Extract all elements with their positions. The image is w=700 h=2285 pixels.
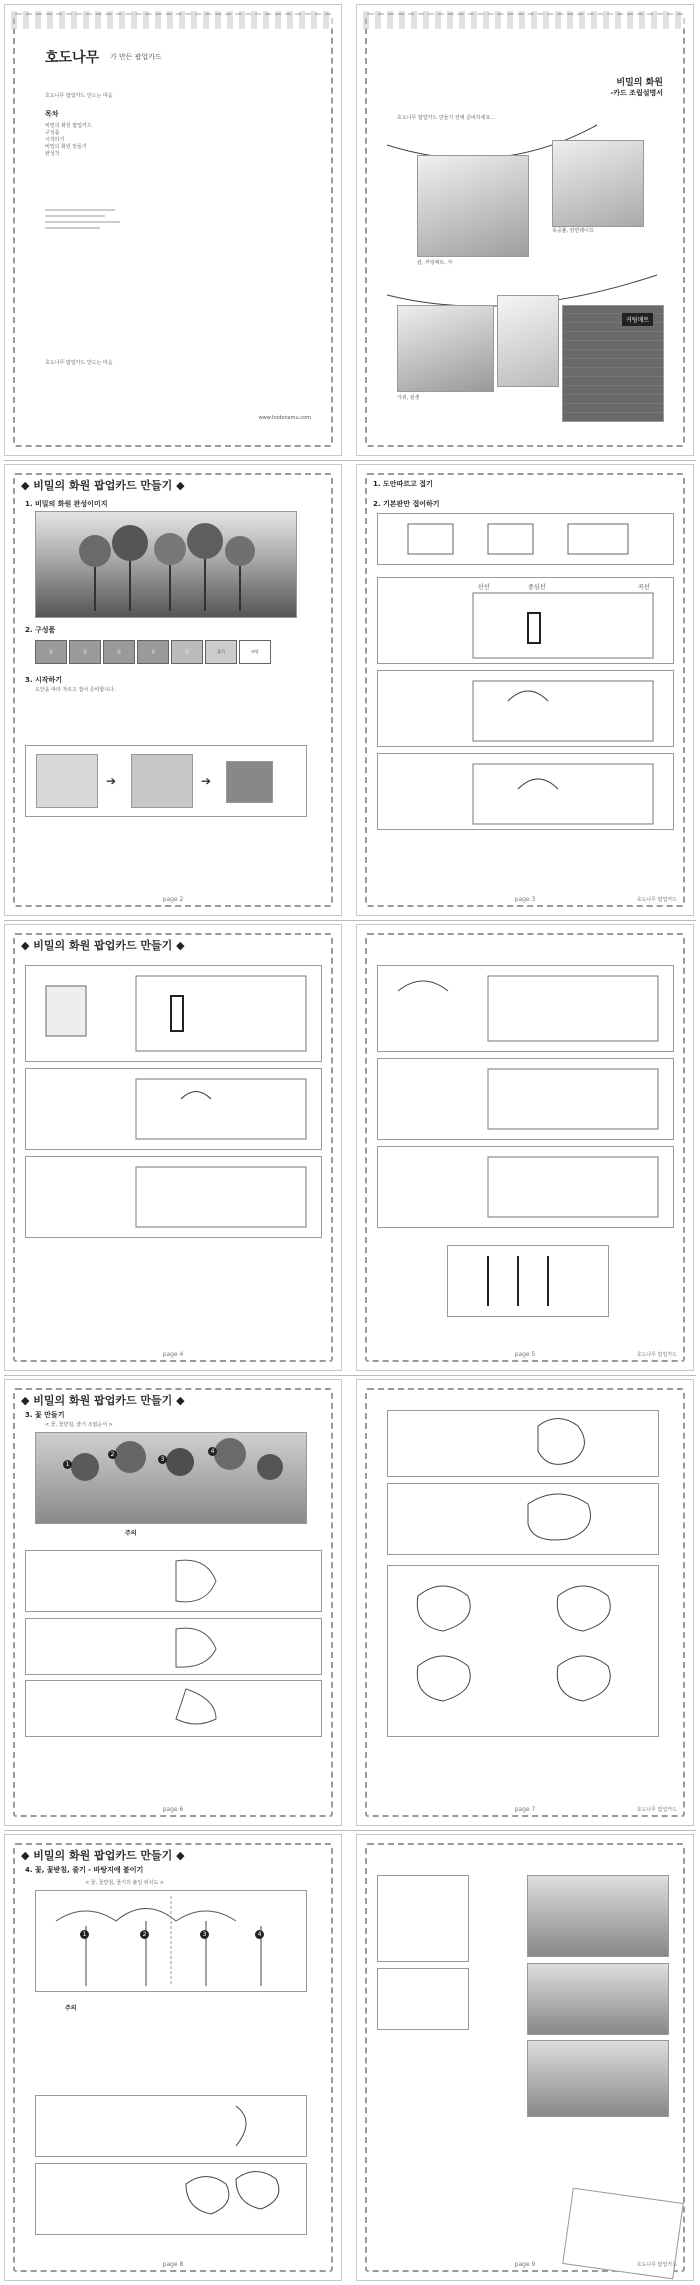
page-3-section-2: 2. 기본판만 접어하기: [373, 500, 440, 508]
page-8-footer: page 8: [162, 2261, 184, 2268]
step-box: [25, 965, 322, 1062]
swatch: 꽃: [35, 640, 67, 664]
scissors-photo: [397, 305, 494, 392]
brand-mark: 호도나무 팝업카드: [636, 1807, 677, 1813]
note-box: [35, 2095, 307, 2157]
number-badge: 1: [80, 1930, 89, 1939]
swatch: 꽃: [69, 640, 101, 664]
step-box: [387, 1410, 659, 1477]
step-box: [25, 1068, 322, 1150]
number-badge: 1: [63, 1460, 72, 1469]
cover-site: www.hodonamu.com: [258, 415, 311, 421]
number-badge: 3: [158, 1455, 167, 1464]
swatch: 꽃: [103, 640, 135, 664]
page-7-footer: page 7: [514, 1806, 536, 1813]
spread-2: [4, 460, 696, 921]
cover-text-lines: [45, 205, 125, 233]
number-badge: 2: [140, 1930, 149, 1939]
page-2-footer: page 2: [162, 896, 184, 903]
intro-title-line2: -카드 조립설명서: [610, 89, 663, 97]
tools-caption: 칼, 커팅매트, 자: [417, 260, 453, 266]
number-badge: 4: [255, 1930, 264, 1939]
tape-photo: [552, 140, 644, 227]
position-diagram: [35, 1890, 307, 1992]
toc-item[interactable]: 비밀의 화원 만들기: [45, 144, 87, 150]
step-box: [25, 1156, 322, 1238]
toc-heading: 목차: [45, 110, 59, 118]
intro-title-line1: 비밀의 화원: [616, 78, 663, 88]
page-8: [4, 1834, 342, 2281]
photo-caption: < 꽃, 꽃받침, 줄기 조립순서 >: [45, 1422, 113, 1428]
page-5-footer: page 5: [514, 1351, 536, 1358]
page-6-footer: page 6: [162, 1806, 184, 1813]
step-box: [25, 1550, 322, 1612]
cover-logo-tagline: 가 만든 팝업카드: [110, 53, 162, 61]
brand-mark: 호도나무 팝업카드: [636, 2262, 677, 2268]
page-3-footer: page 3: [514, 896, 536, 903]
cover-page: [4, 4, 342, 456]
step-box: [377, 1146, 674, 1228]
cutting-mat-tag: 커팅매트: [622, 313, 653, 326]
tools-photo: [417, 155, 529, 257]
intro-arc-text: 호도나무 팝업카드 만들기 전에 준비하세요...: [397, 115, 496, 121]
page-6-section: 3. 꽃 만들기: [25, 1411, 65, 1419]
page-2: [4, 464, 342, 916]
toc-item[interactable]: 비밀의 화원 팝업카드: [45, 123, 92, 129]
page-7: [356, 1379, 694, 1826]
step-box: [377, 965, 674, 1052]
page-2-section-3: 3. 시작하기: [25, 676, 63, 684]
step-box: [25, 1680, 322, 1737]
number-badge: 2: [108, 1450, 117, 1459]
page-3: [356, 464, 694, 916]
page-6: [4, 1379, 342, 1826]
arrow-icon: ➔: [106, 774, 117, 788]
step-box: [387, 1483, 659, 1555]
brand-mark: 호도나무 팝업카드: [636, 1352, 677, 1358]
cover-logo: 호도나무: [45, 50, 100, 66]
page-4: [4, 924, 342, 1371]
toc-item[interactable]: 시작하기: [45, 137, 65, 143]
page-4-header: ◆ 비밀의 화원 팝업카드 만들기 ◆: [21, 939, 185, 952]
diagram-caption: < 꽃, 꽃받침, 줄기의 붙일 위치도 >: [85, 1880, 165, 1886]
spread-3: [4, 920, 696, 1376]
step-box: [377, 1058, 674, 1140]
flower-diagrams: [387, 1565, 659, 1737]
page-8-header: ◆ 비밀의 화원 팝업카드 만들기 ◆: [21, 1849, 185, 1862]
note-label: 주의: [65, 2005, 77, 2012]
scissors-caption: 가위, 핀셋: [397, 395, 420, 401]
page-5: [356, 924, 694, 1371]
swatch: 줄기: [205, 640, 237, 664]
toc-item[interactable]: 완성작: [45, 151, 60, 157]
page-6-header: ◆ 비밀의 화원 팝업카드 만들기 ◆: [21, 1394, 185, 1407]
spread-4: [4, 1375, 696, 1831]
intro-page: [356, 4, 694, 456]
brand-mark: 호도나무 팝업카드: [636, 897, 677, 903]
step-box: 산선 중심선 곡선: [377, 577, 674, 664]
swatch: 바탕: [239, 640, 271, 664]
step-box: [377, 1968, 469, 2030]
step-box: [377, 1875, 469, 1962]
swatch: 잎: [171, 640, 203, 664]
step-box: [377, 753, 674, 830]
tape-caption: 목공풀, 양면테이프: [552, 228, 594, 234]
step-photo: [527, 1963, 669, 2035]
page-2-section-2: 2. 구성품: [25, 626, 56, 634]
start-steps-box: [25, 745, 307, 817]
step-photo: [527, 1875, 669, 1957]
cover-bottom-note: 호도나무 팝업카드 만드는 마음: [45, 360, 113, 366]
page-2-section-1: 1. 비밀의 화원 완성이미지: [25, 500, 108, 508]
assembly-flowers: [35, 1432, 305, 1522]
page-3-section-1: 1. 도안따르고 접기: [373, 480, 433, 488]
page-2-section-3-text: 도안을 따라 자르고 접어 준비합니다.: [35, 687, 116, 693]
swatch: 꽃: [137, 640, 169, 664]
page-4-footer: page 4: [162, 1351, 184, 1358]
page-9-footer: page 9: [514, 2261, 536, 2268]
spread-5: [4, 1830, 696, 2285]
cover-small-title: 호도나무 팝업카드 만드는 마음: [45, 93, 113, 99]
toc-item[interactable]: 구성품: [45, 130, 60, 136]
cut-lines-diagram: [447, 1245, 609, 1317]
page-8-section: 4. 꽃, 꽃받침, 줄기 - 바탕지에 붙이기: [25, 1866, 144, 1874]
arrow-icon: ➔: [201, 774, 212, 788]
step-photo: [527, 2040, 669, 2117]
page-2-header: ◆ 비밀의 화원 팝업카드 만들기 ◆: [21, 479, 185, 492]
fold-diagram-row: [377, 513, 674, 565]
note-label: 주의: [125, 1530, 137, 1537]
spread-cover: [4, 0, 696, 461]
toc-list: [45, 123, 92, 158]
step-box: [377, 670, 674, 747]
flowers-illustration: [35, 511, 295, 616]
step-box: [25, 1618, 322, 1675]
number-badge: 4: [208, 1447, 217, 1456]
glue-photo: [497, 295, 559, 387]
number-badge: 3: [200, 1930, 209, 1939]
step-box: [35, 2163, 307, 2235]
page-9: [356, 1834, 694, 2281]
